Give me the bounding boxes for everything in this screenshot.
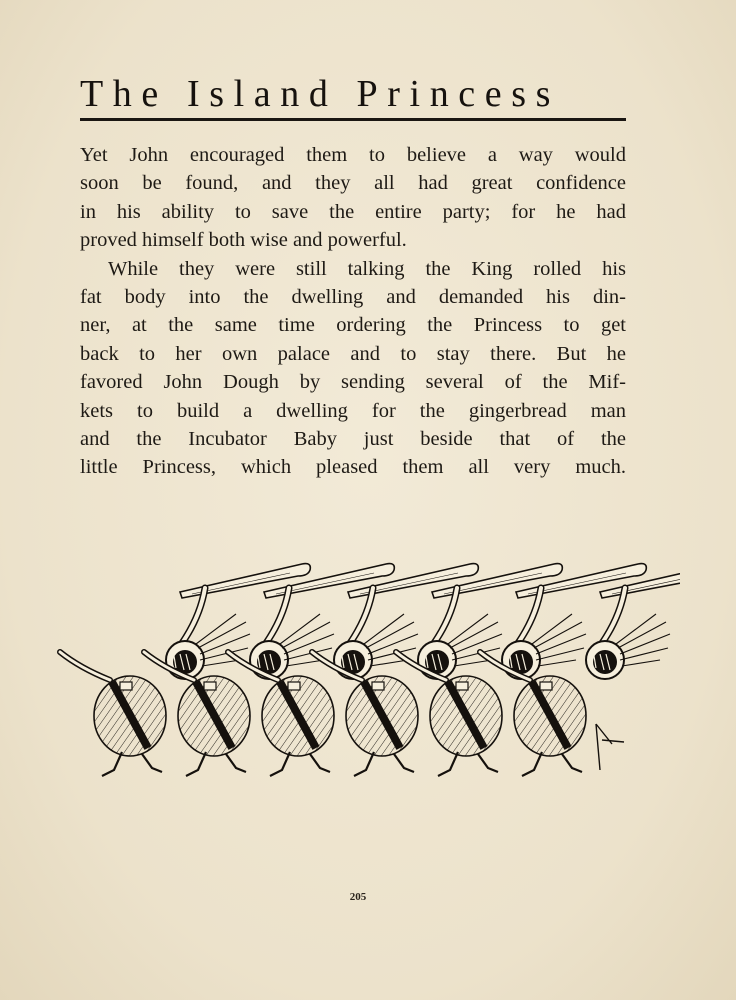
- text-line: Yet John encouraged them to believe a way would: [80, 144, 626, 166]
- paragraph-1: [80, 141, 626, 255]
- text-line: little Princess, which pleased them all very much.: [80, 456, 626, 479]
- text-line: kets to build a dwelling for the gingerbread man: [80, 399, 626, 422]
- artist-signature: [596, 724, 624, 770]
- mifket-figure: [480, 564, 680, 776]
- page-header-title: The Island Princess: [80, 73, 560, 115]
- text-line: favored John Dough by sending several of the Mif-: [80, 371, 626, 394]
- header-rule: [80, 118, 626, 121]
- text-line: proved himself both wise and powerful.: [80, 229, 407, 252]
- text-line: While they were still talking the King rolled his: [108, 257, 626, 280]
- text-line: ner, at the same time ordering the Princess to get: [80, 314, 626, 337]
- page-number: 205: [349, 891, 367, 903]
- text-line: back to her own palace and to stay there. But he: [80, 342, 626, 365]
- text-line: fat body into the dwelling and demanded his din-: [80, 286, 626, 309]
- text-line: in his ability to save the entire party; for he had: [80, 200, 626, 223]
- body-text: [80, 141, 626, 482]
- text-line: soon be found, and they all had great confidence: [80, 172, 626, 195]
- mifkets-illustration: [40, 548, 680, 788]
- paragraph-2: [80, 255, 626, 482]
- text-line: and the Incubator Baby just beside that of the: [80, 428, 626, 451]
